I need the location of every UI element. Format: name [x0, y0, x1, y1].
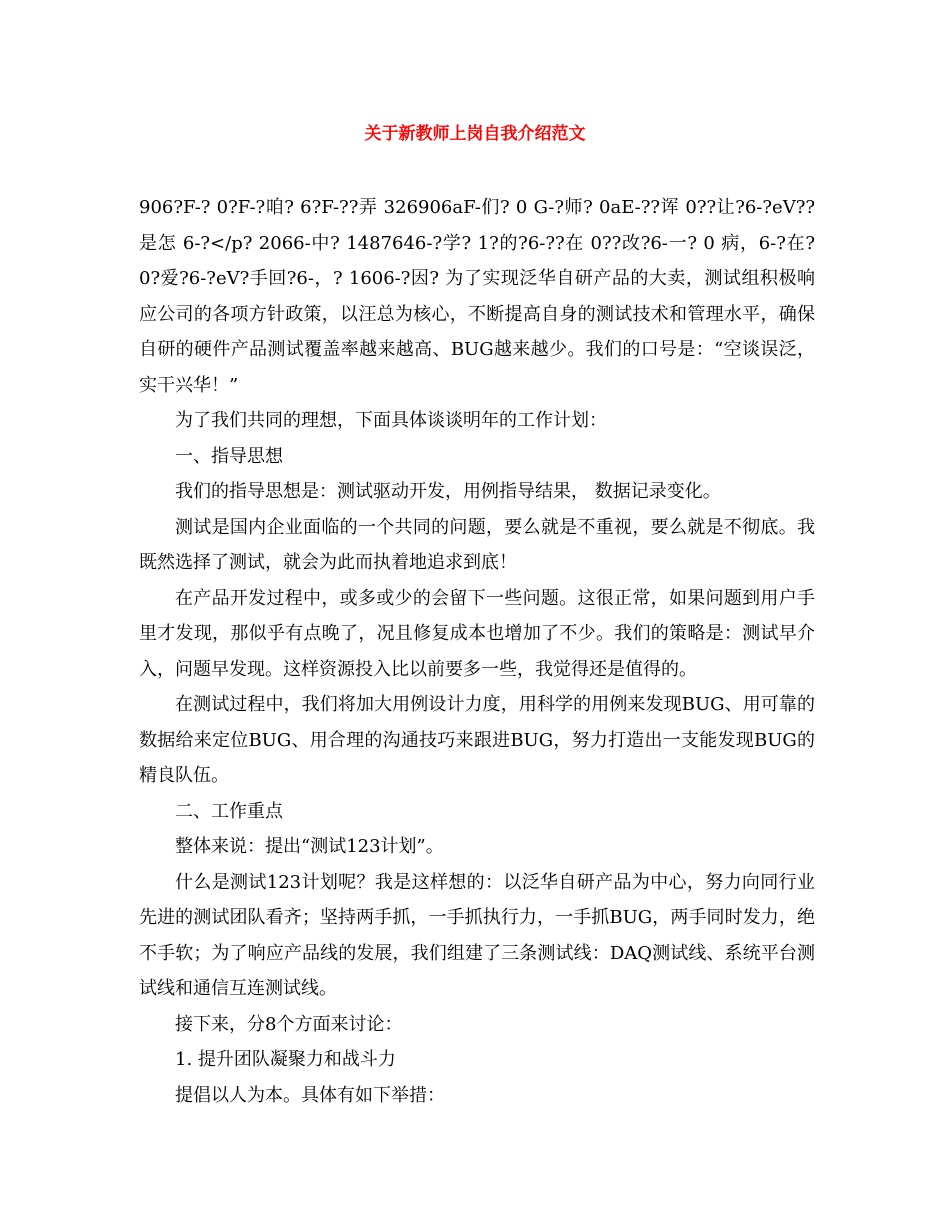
- paragraph-5: 测试是国内企业面临的一个共同的问题，要么就是不重视，要么就是不彻底。我既然选择了测试，就会为此而执着地追求到底！: [139, 516, 815, 573]
- paragraph-1: 906?F-? 0?F-?咱? 6?F-??弄 326906aF-们? 0 G-?师? 0aE-??诨 0??让?6-?eV??是怎 6-?</p? 2066-中? 1487646-?学? 1?的?6-??在 0??改?6-一? 0 病，6-?在? 0?爱?6-?eV?手回?6-，? 1606-?因? 为了实现泛华自研产品的大卖，测试组积极响应公司的各项方针政策，以汪总为核心，不断提高自身的测试技术和管理水平，确保自研的硬件产品测试覆盖率越来越高、BUG越来越少。我们的口号是：“空谈误泛，实干兴华！”: [139, 197, 815, 396]
- section-heading-guiding-ideology: 一、指导思想: [175, 445, 283, 467]
- paragraph-6: 在产品开发过程中，或多或少的会留下一些问题。这很正常，如果问题到用户手里才发现，那似乎有点晚了，况且修复成本也增加了不少。我们的策略是：测试早介入，问题早发现。这样资源投入比以前要多一些，我觉得还是值得的。: [139, 587, 815, 680]
- subsection-heading-1: 1. 提升团队凝聚力和战斗力: [175, 1049, 396, 1070]
- section-heading-work-focus: 二、工作重点: [175, 800, 283, 822]
- paragraph-4: 我们的指导思想是：测试驱动开发，用例指导结果， 数据记录变化。: [175, 481, 721, 502]
- paragraph-11: 接下来，分8个方面来讨论：: [175, 1013, 403, 1035]
- document-body: [139, 190, 815, 1113]
- paragraph-9: 整体来说：提出“测试123计划”。: [175, 836, 444, 857]
- paragraph-10: 什么是测试123计划呢？我是这样想的：以泛华自研产品为中心，努力向同行业先进的测试团队看齐；坚持两手抓，一手抓执行力，一手抓BUG，两手同时发力，绝不手软；为了响应产品线的发展，我们组建了三条测试线：DAQ测试线、系统平台测试线和通信互连测试线。: [139, 871, 815, 999]
- paragraph-7: 在测试过程中，我们将加大用例设计力度，用科学的用例来发现BUG、用可靠的数据给来定位BUG、用合理的沟通技巧来跟进BUG，努力打造出一支能发现BUG的精良队伍。: [139, 694, 815, 786]
- paragraph-13: 提倡以人为本。具体有如下举措：: [175, 1084, 445, 1106]
- document-title: 关于新教师上岗自我介绍范文: [364, 124, 586, 144]
- paragraph-2: 为了我们共同的理想，下面具体谈谈明年的工作计划：: [175, 410, 607, 431]
